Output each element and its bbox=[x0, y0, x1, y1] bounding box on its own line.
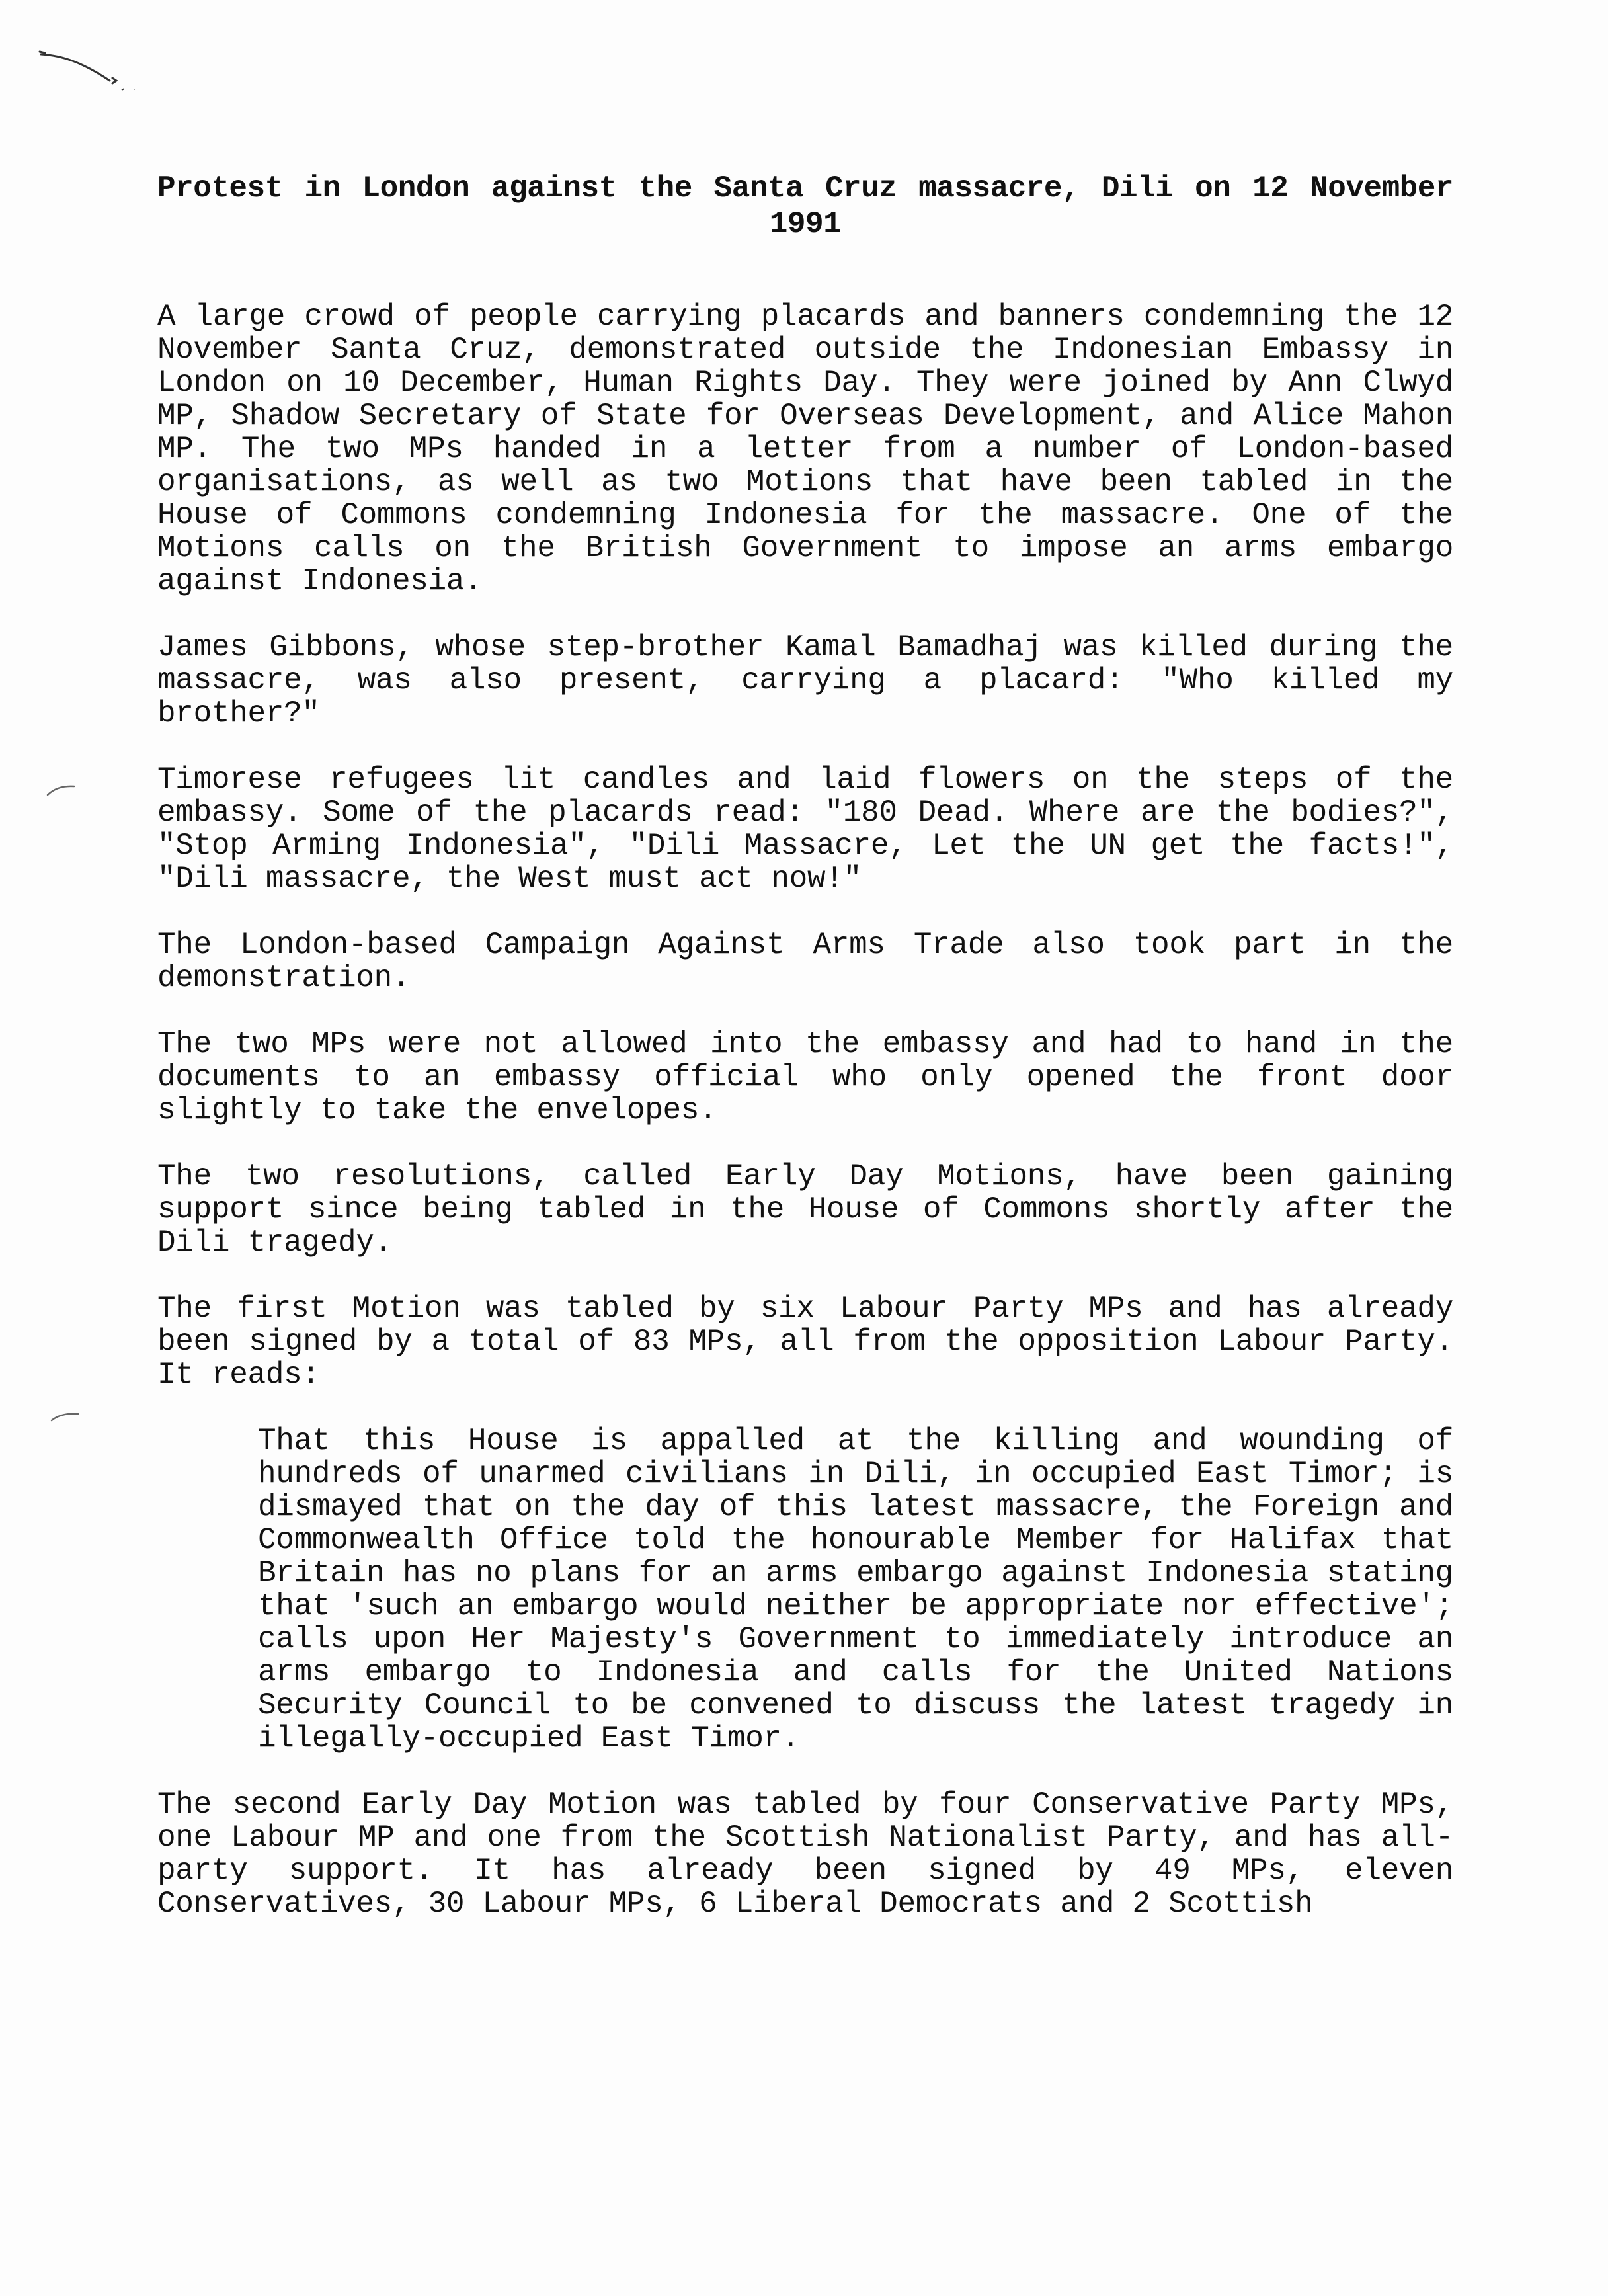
document-title: Protest in London against the Santa Cruz massacre, Dili on 12 November 1991 bbox=[157, 171, 1453, 241]
paragraph-embassy-refusal: The two MPs were not allowed into the embassy and had to hand in the documents to an embassy official who only opened the front door slightly to take the envelopes. bbox=[157, 1027, 1453, 1128]
paragraph-early-day-motions: The two resolutions, called Early Day Motions, have been gaining support since being tabled in the House of Commons shortly after the Dili tragedy. bbox=[157, 1159, 1453, 1260]
document-body bbox=[157, 300, 1453, 1953]
handwritten-mark bbox=[36, 42, 135, 102]
paragraph-second-motion: The second Early Day Motion was tabled by four Conservative Party MPs, one Labour MP and one from the Scottish Nationalist Party, and has all-party support. It has already been signed by 49 MPs, eleven Conservatives, 30 Labour MPs, 6 Liberal Democrats and 2 Scottish bbox=[157, 1787, 1453, 1921]
paragraph-demonstration: A large crowd of people carrying placards and banners condemning the 12 November Santa Cruz, demonstrated outside the Indonesian Embassy in London on 10 December, Human Rights Day. They were joined by Ann Clwyd MP, Shadow Secretary of State for Overseas Development, and Alice Mahon MP. The two MPs handed in a letter from a number of London-based organisations, as well as two Motions that have been tabled in the House of Commons condemning Indonesia for the massacre. One of the Motions calls on the British Government to impose an arms embargo against Indonesia. bbox=[157, 300, 1453, 598]
paragraph-refugees-placards: Timorese refugees lit candles and laid flowers on the steps of the embassy. Some of the placards read: "180 Dead. Where are the bodies?", "Stop Arming Indonesia", "Dili Massacre, Let the UN get the facts!", "Dili massacre, the West must act now!" bbox=[157, 762, 1453, 896]
paragraph-first-motion: The first Motion was tabled by six Labour Party MPs and has already been signed by a total of 83 MPs, all from the opposition Labour Party. It reads: bbox=[157, 1292, 1453, 1392]
margin-tick-mark bbox=[50, 1411, 81, 1423]
margin-tick-mark bbox=[46, 784, 77, 796]
paragraph-james-gibbons: James Gibbons, whose step-brother Kamal Bamadhaj was killed during the massacre, was also present, carrying a placard: "Who killed my brother?" bbox=[157, 630, 1453, 731]
paragraph-caat: The London-based Campaign Against Arms Trade also took part in the demonstration. bbox=[157, 928, 1453, 995]
motion-quote: That this House is appalled at the killing and wounding of hundreds of unarmed civilians in Dili, in occupied East Timor; is dismayed that on the day of this latest massacre, the Foreign and Commonwealth Office told the honourable Member for Halifax that Britain has no plans for an arms embargo against Indonesia stating that 'such an embargo would neither be appropriate nor effective'; calls upon Her Majesty's Government to immediately introduce an arms embargo to Indonesia and calls for the United Nations Security Council to be convened to discuss the latest tragedy in illegally-occupied East Timor. bbox=[258, 1424, 1453, 1756]
